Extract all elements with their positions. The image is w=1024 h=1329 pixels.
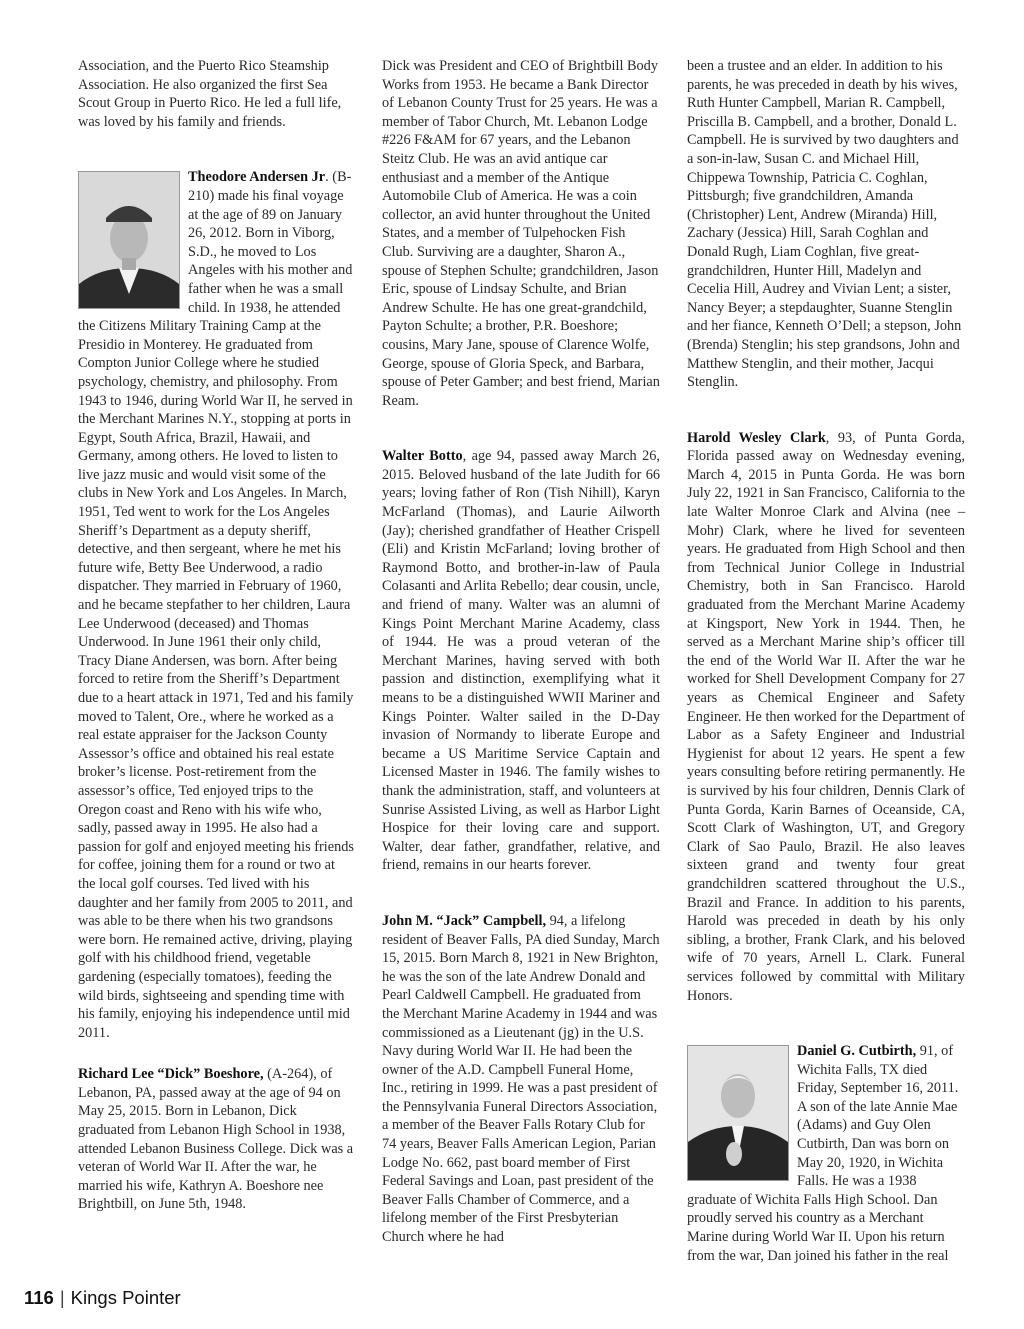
portrait-photo-andersen [78,171,180,309]
obituary-campbell [382,912,660,1247]
publication-name: Kings Pointer [70,1287,181,1308]
obituary-body: , 93, of Punta Gorda, Florida passed away on Wednesday evening, March 4, 2015 in Punta Gorda. He was born July 22, 1921 in San Francisco, California to the late Walter Monroe Clark and Alvina (nee – Mohr) Clark, where he lived for seventeen years. He graduated from High School and then from Technical Junior College in Industrial Chemistry, both in San Francisco. Harold graduated from the Merchant Marine Academy at Kingsport, New York in 1944. Then, he served as a Merchant Marine ship’s officer till the end of the World War II. After the war he worked for Shell Development Company for 27 years as Chemical Engineer and Safety Engineer. He then worked for the Department of Labor as a Safety Engineer and Industrial Hygienist for about 12 years. He spent a few years consulting before retiring permanently. He is survived by his four children, Dennis Clark of Punta Gorda, Karin Barnes of Oceanside, CA, Scott Clark of Washington, UT, and Gregory Clark of Sao Paulo, Brazil. He also leaves sixteen grand and twenty four great grandchildren scattered throughout the U.S., Brazil and France. In addition to his parents, Harold was preceded in death by his only sibling, a brother, Frank Clark, and his beloved wife of 70 years, Arnell L. Clark. Funeral services followed by committal with Military Honors. [687,429,965,1004]
page-number: 116 [24,1287,54,1308]
obituary-body: . (B-210) made his final voyage at the age of 89 on January 26, 2012. Born in Viborg, S.D., he moved to Los Angeles with his mother and father when he was a small child. In 1938, he attended the Citizens Military Training Camp at the Presidio in Monterey. He graduated from Compton Junior College where he studied psychology, chemistry, and philosophy. From 1943 to 1946, during World War II, he served in the Merchant Marines N.Y., stopping at ports in Egypt, South Africa, Brazil, Hawaii, and Germany, among others. He loved to listen to live jazz music and would visit some of the clubs in New York and Los Angeles. In March, 1951, Ted went to work for the Los Angeles Sheriff’s Department as a deputy sheriff, detective, and then sergeant, where he met his future wife, Betty Bee Underwood, a radio dispatcher. They married in February of 1960, and he became stepfather to her children, Laura Lee Underwood (deceased) and Thomas Underwood. In June 1961 their only child, Tracy Diane Andersen, was born. After being forced to retire from the Sheriff’s Department due to a heart attack in 1971, Ted and his family moved to Talent, Ore., where he worked as a real estate appraiser for the Jackson County Assessor’s office and obtained his real estate broker’s license. Post-retirement from the assessor’s office, Ted enjoyed trips to the Oregon coast and Reno with his wife who, sadly, passed away in 1995. He also had a passion for golf and enjoyed meeting his friends for coffee, joining them for a round or two at the local golf courses. Ted lived with his daughter and her family from 2005 to 2011, and was able to be there when his two grandsons were born. He remained active, driving, playing golf with his childhood friend, vegetable gardening (especially tomatoes), feeding the wild birds, sightseeing and spending time with his family, enjoying his independence until mid 2011. [78,169,354,1041]
obituary-clark [687,429,965,1005]
obituary-boeshore [78,1065,356,1214]
obituary-name: John M. “Jack” Campbell, [382,912,547,929]
obituary-continuation: Association, and the Puerto Rico Steamship Association. He also organized the first Sea Scout Group in Puerto Rico. He led a full life, was loved by his family and friends. [78,58,342,130]
column-2 [382,57,660,1247]
page-footer [24,1287,181,1309]
obituary-body: 94, a lifelong resident of Beaver Falls, PA died Sunday, March 15, 2015. Born March 8, 1921 in New Brighton, he was the son of the late Andrew Donald and Pearl Caldwell Campbell. He graduated from the Merchant Marine Academy in 1944 and was commissioned as a Lieutenant (jg) in the U.S. Navy during World War II. He had been the owner of the A.D. Campbell Funeral Home, Inc., retiring in 1999. He was a past president of the Pennsylvania Funeral Directors Association, a member of the Beaver Falls Rotary Club for 74 years, Beaver Falls American Legion, Parian Lodge No. 662, past board member of First Federal Savings and Loan, past president of the Beaver Falls Chamber of Commerce, and a lifelong member of the First Presbyterian Church where he had [382,912,660,1246]
obituary-name: Theodore Andersen Jr [188,169,326,186]
obituary-name: Richard Lee “Dick” Boeshore, [78,1066,264,1083]
obituary-continuation: been a trustee and an elder. In addition to his parents, he was preceded in death by his wives, Ruth Hunter Campbell, Marian R. Campbell, Priscilla B. Campbell, and a brother, Donald L. Campbell. He is survived by two daughters and a son-in-law, Susan C. and Michael Hill, Chippewa Township, Patricia C. Coghlan, Pittsburgh; five grandchildren, Amanda (Christopher) Lent, Andrew (Miranda) Hill, Zachary (Jessica) Hill, Sarah Coghlan and Donald Rugh, Liam Coghlan, five great-grandchildren, Hunter Hill, Madelyn and Cecelia Hill, Audrey and Vivian Lent; a sister, Nancy Beyer; a stepdaughter, Suanne Stenglin and her fiance, Kenneth O’Dell; a stepson, John (Brenda) Stenglin; his step grandsons, John and Matthew Stenglin, and their mother, Jacqui Stenglin. [687,58,962,391]
obituary-name: Daniel G. Cutbirth, [797,1043,917,1060]
column-1 [78,57,356,1214]
obituary-body: , age 94, passed away March 26, 2015. Beloved husband of the late Judith for 66 years; loving father of Ron (Tish Nihill), Karyn McFarland (Thomas), and Laurie Ailworth (Jay); cherished grandfather of Heather Crispell (Eli) and Kristin McFarland; loving brother of Raymond Botto, and brother-in-law of Paula Colasanti and Arlita Rebello; dear cousin, uncle, and friend of many. Walter was an alumni of Kings Point Merchant Marine Academy, class of 1944. He was a proud veteran of the Merchant Marines, having served with both passion and distinction, exemplifying what it means to be a distinguished WWII Mariner and Kings Pointer. Walter sailed in the D-Day invasion of Normandy to liberate Europe and became a US Maritime Service Captain and Licensed Master in 1946. The family wishes to thank the administration, staff, and volunteers at Sunrise Assisted Living, as well as Harbor Light Hospice for their loving care and support. Walter, dear father, grandfather, relative, and friend, remains in our hearts forever. [382,448,660,874]
obituary-continuation: Dick was President and CEO of Brightbill Body Works from 1953. He became a Bank Director of Lebanon County Trust for 25 years. He was a member of Tabor Church, Mt. Lebanon Lodge #226 F&AM for 67 years, and the Lebanon Steitz Club. He was an avid antique car enthusiast and a member of the Antique Automobile Club of America. He was a coin collector, an avid hunter throughout the United States, and a member of Tulpehocken Fish Club. Surviving are a daughter, Sharon A., spouse of Stephen Schulte; grandchildren, Jason Eric, spouse of Lindsay Schulte, and Brian Andrew Schulte. He has one great-grandchild, Payton Schulte; a brother, P.R. Boeshore; cousins, Mary Jane, spouse of Clarence Wolfe, George, spouse of Gloria Speck, and Barbara, spouse of Peter Gamber; and best friend, Marian Ream. [382,58,660,409]
portrait-photo-cutbirth [687,1045,789,1181]
obituary-name: Walter Botto [382,448,463,465]
footer-separator: | [59,1287,65,1308]
obituary-body: 91, of Wichita Falls, TX died Friday, September 16, 2011. A son of the late Annie Mae (Adams) and Guy Olen Cutbirth, Dan was born on May 20, 1920, in Wichita Falls. He was a 1938 graduate of Wichita Falls High School. Dan proudly served his country as a Merchant Marine during World War II. Upon his return from the war, Dan joined his father in the real [687,1043,959,1264]
obituary-body: (A-264), of Lebanon, PA, passed away at the age of 94 on May 25, 2015. Born in Lebanon, Dick graduated from Lebanon High School in 1938, attended Lebanon Business College. Dick was a veteran of World War II. After the war, he married his wife, Kathryn A. Boeshore nee Brightbill, on June 5th, 1948. [78,1066,354,1213]
obituary-name: Harold Wesley Clark [687,429,826,446]
column-3 [687,57,965,1265]
obituary-botto [382,447,660,875]
